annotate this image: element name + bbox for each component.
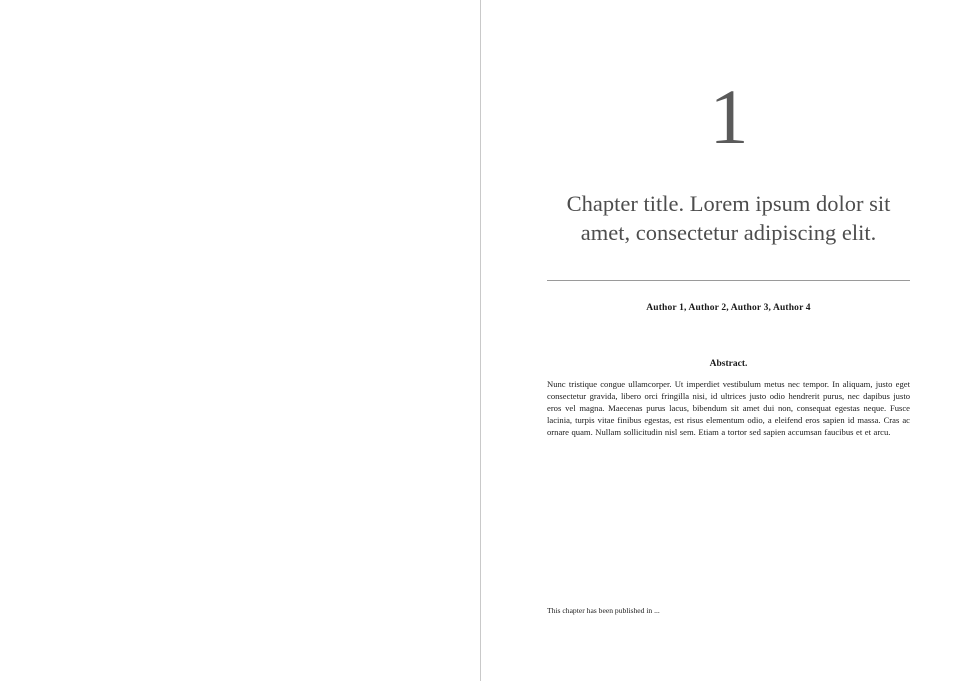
publication-footnote: This chapter has been published in ... (547, 606, 660, 615)
chapter-title: Chapter title. Lorem ipsum dolor sit amet, consectetur adipiscing elit. (566, 191, 891, 245)
blank-verso-page (0, 0, 481, 681)
chapter-opening-page (481, 0, 964, 681)
page-content-block (547, 0, 910, 681)
author-list: Author 1, Author 2, Author 3, Author 4 (646, 302, 811, 313)
abstract-heading: Abstract. (709, 358, 748, 369)
chapter-number: 1 (709, 73, 748, 160)
abstract-body: Nunc tristique congue ullamcorper. Ut imperdiet vestibulum metus nec tempor. In aliquam, justo eget consectetur gravida, libero orci fringilla nisi, id ultrices justo odio hendrerit purus, nec dapibus justo eros vel magna. Maecenas purus lacus, bibendum sit amet dui non, consequat egestas neque. Fusce lacinia, turpis vitae finibus egestas, est risus elementum odio, a eleifend eros sapien id massa. Cras ac ornare quam. Nullam sollicitudin nisl sem. Etiam a tortor sed sapien accumsan faucibus et et arcu. (547, 378, 910, 438)
title-divider-rule (547, 280, 910, 281)
